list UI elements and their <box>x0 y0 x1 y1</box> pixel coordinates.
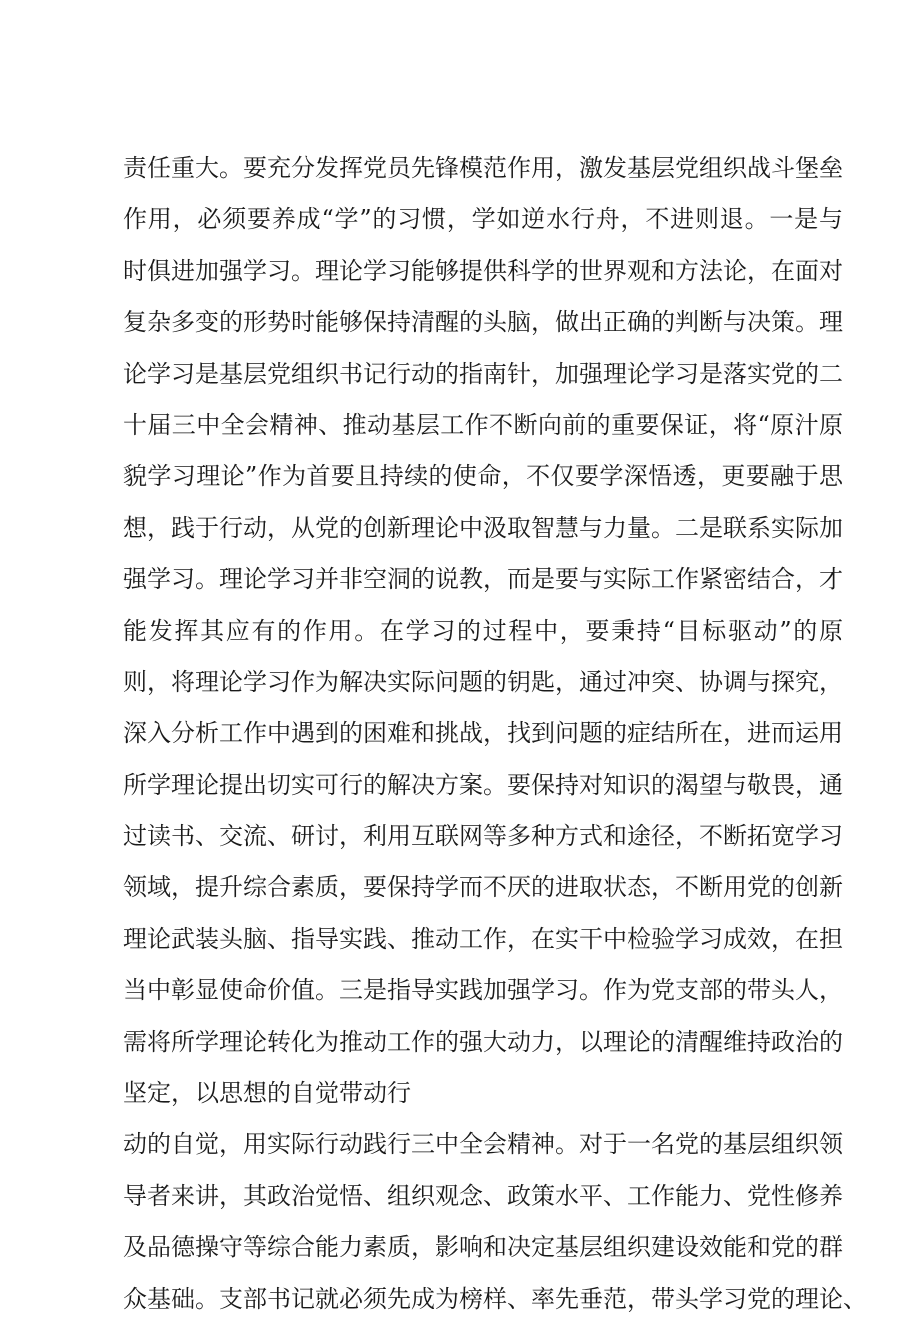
text-line: 能发挥其应有的作用。在学习的过程中，要秉持“目标驱动”的原 <box>123 616 843 645</box>
text-line: 责任重大。要充分发挥党员先锋模范作用，激发基层党组织战斗堡垒 <box>123 154 843 182</box>
text-line: 想，践于行动，从党的创新理论中汲取智慧与力量。二是联系实际加 <box>123 513 843 542</box>
text-line: 动的自觉，用实际行动践行三中全会精神。对于一名党的基层组织领 <box>123 1130 843 1159</box>
text-line: 复杂多变的形势时能够保持清醒的头脑，做出正确的判断与决策。理 <box>123 308 843 337</box>
text-line: 众基础。支部书记就必须先成为榜样、率先垂范，带头学习党的理论、 <box>123 1284 867 1313</box>
text-line: 十届三中全会精神、推动基层工作不断向前的重要保证，将“原汁原 <box>123 410 843 439</box>
text-line: 过读书、交流、研讨，利用互联网等多种方式和途径，不断拓宽学习 <box>123 822 843 851</box>
body-text <box>123 143 867 1325</box>
text-line: 需将所学理论转化为推动工作的强大动力，以理论的清醒维持政治的 <box>123 1027 843 1056</box>
text-line: 及品德操守等综合能力素质，影响和决定基层组织建设效能和党的群 <box>123 1233 843 1262</box>
text-line: 论学习是基层党组织书记行动的指南针，加强理论学习是落实党的二 <box>123 359 843 388</box>
text-line: 时俱进加强学习。理论学习能够提供科学的世界观和方法论，在面对 <box>123 256 843 285</box>
text-line: 则，将理论学习作为解决实际问题的钥匙，通过冲突、协调与探究， <box>123 667 843 696</box>
text-line: 所学理论提出切实可行的解决方案。要保持对知识的渴望与敬畏，通 <box>123 770 843 799</box>
text-line: 强学习。理论学习并非空洞的说教，而是要与实际工作紧密结合，才 <box>123 565 843 594</box>
text-line: 坚定，以思想的自觉带动行 <box>123 1079 411 1108</box>
text-line: 导者来讲，其政治觉悟、组织观念、政策水平、工作能力、党性修养 <box>123 1181 843 1210</box>
text-line: 当中彰显使命价值。三是指导实践加强学习。作为党支部的带头人， <box>123 976 843 1005</box>
text-line: 理论武装头脑、指导实践、推动工作，在实干中检验学习成效，在担 <box>123 924 843 953</box>
text-line: 领域，提升综合素质，要保持学而不厌的进取状态，不断用党的创新 <box>123 873 843 902</box>
text-line: 貌学习理论”作为首要且持续的使命，不仅要学深悟透，更要融于思 <box>123 462 843 491</box>
text-line: 作用，必须要养成“学”的习惯，学如逆水行舟，不进则退。一是与 <box>123 205 843 234</box>
text-line: 深入分析工作中遇到的困难和挑战，找到问题的症结所在，进而运用 <box>123 719 843 748</box>
